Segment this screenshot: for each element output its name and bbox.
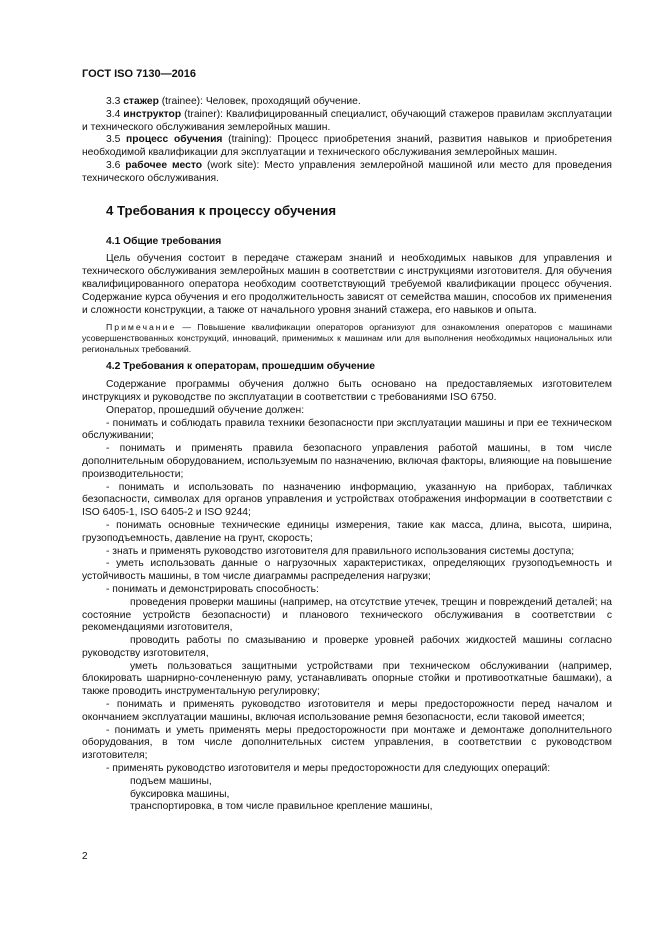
term-definition <box>82 134 612 160</box>
term-name: инструктор <box>123 108 182 120</box>
requirement-paragraph: Оператор, прошедший обучение должен: <box>106 404 305 416</box>
requirement-paragraph: проводить работы по смазыванию и проверке уровней рабочих жидкостей машины согласно руководству изготовителя, <box>82 635 612 659</box>
term-description: (trainee): Человек, проходящий обучение. <box>158 96 361 107</box>
term-number: 3.4 <box>106 108 121 120</box>
requirement-paragraph: - применять руководство изготовителя и меры предосторожности для следующих операций: <box>106 763 551 775</box>
note-text: — Повышение квалификации операторов организуют для ознакомления операторов с машинами усовершенствованных конструкций, инноваций, применимых к машинам или для выполнения необходимых национальных или региональных требований. <box>82 322 612 355</box>
operation-item: буксировка машины, <box>130 788 230 800</box>
operation-item: транспортировка, в том числе правильное крепление машины, <box>130 801 433 813</box>
requirement-paragraph: - уметь использовать данные о нагрузочных характеристиках, определяющих грузоподъемность и устойчивость машины, в том числе диаграммы распределения нагрузки; <box>82 558 612 583</box>
section-4-title: 4 Требования к процессу обучения <box>106 202 337 218</box>
term-description: (trainer): Квалифицированный специалист, обучающий стажеров правилам эксплуатации и технического обслуживания землеройных машин. <box>82 108 612 133</box>
note-paragraph <box>82 322 612 355</box>
term-definition <box>82 160 612 186</box>
requirement-paragraph: уметь пользоваться защитными устройствами при техническом обслуживании (например, блокировать шарнирно-сочлененную раму, устанавливать опорные стойки и противооткатные башмаки), а также проводить инструментальную регулировку; <box>82 660 612 698</box>
requirement-paragraph: - понимать и применять правила безопасного управления работой машины, в том числе дополнительным оборудованием, используемым по назначению, включая факторы, влияющие на повышение производительности; <box>82 443 612 480</box>
term-description: (training): Процесс приобретения знаний, развития навыков и приобретения необходимой квалификации для эксплуатации и технического обслуживания землеройных машин. <box>82 134 612 159</box>
requirement-paragraph: Содержание программы обучения должно быть основано на предоставляемых изготовителем инструкциях и руководстве по эксплуатации в соответствии с требованиями ISO 6750. <box>82 379 612 403</box>
requirement-paragraph: - понимать и соблюдать правила техники безопасности при эксплуатации машины и при ее техническом обслуживании; <box>82 417 612 442</box>
operations-list <box>82 776 612 814</box>
term-name: процесс обучения <box>126 134 223 146</box>
requirement-paragraph: - знать и применять руководство изготовителя для правильного использования системы доступа; <box>106 545 575 557</box>
term-definition <box>82 96 612 109</box>
requirement-paragraph: - понимать основные технические единицы измерения, такие как масса, длина, высота, ширина, грузоподъемность, давление на грунт, скорость; <box>82 519 612 544</box>
page-number: 2 <box>82 851 88 862</box>
section-4-1-title: 4.1 Общие требования <box>106 235 222 247</box>
terms-list <box>82 96 612 186</box>
document-header: ГОСТ ISO 7130—2016 <box>82 68 197 80</box>
term-description: (work site): Место управления землеройной машиной или место для проведения технического обслуживания. <box>82 159 612 184</box>
requirement-paragraph: - понимать и использовать по назначению информацию, указанную на приборах, табличках безопасности, символах для органов управления и устройствах отображения информации в соответствии с ISO 6405-1, ISO 6405-2 и ISO 9244; <box>82 481 612 519</box>
section-4-2-body <box>82 379 612 776</box>
requirement-paragraph: - понимать и применять руководство изготовителя и меры предосторожности перед началом и окончанием эксплуатации машины, включая использование ремня безопасности, если таковой имеется; <box>82 699 612 723</box>
operation-item: подъем машины, <box>130 775 212 787</box>
requirement-paragraph: - понимать и уметь применять меры предосторожности при монтаже и демонтаже дополнительного оборудования, в том числе дополнительных систем управления, в соответствии с руководством изготовителя; <box>82 724 612 762</box>
term-number: 3.5 <box>106 134 121 146</box>
requirement-paragraph: проведения проверки машины (например, на отсутствие утечек, трещин и повреждений деталей; на состояние устройств безопасности) и планового технического обслуживания в соответствии с рекомендациями изготовителя, <box>82 596 612 634</box>
term-definition <box>82 109 612 135</box>
term-number: 3.3 <box>106 96 121 107</box>
term-number: 3.6 <box>106 159 121 171</box>
note-label: Примечание <box>106 322 177 333</box>
term-name: рабочее место <box>125 159 203 171</box>
term-name: стажер <box>123 96 159 107</box>
section-4-2-title: 4.2 Требования к операторам, прошедшим обучение <box>106 361 376 373</box>
section-4-1-text: Цель обучения состоит в передаче стажерам знаний и необходимых навыков для управления и технического обслуживания землеройных машин в соответствии с инструкциями изготовителя. Для обучения квалифицированного оператора необходим соответствующий требуемой квалификации процесс обучения. Содержание курса обучения и его продолжительность зависят от семейства машин, способов их применения и сложности конструкции, а также от начального уровня знаний стажера, его навыков и опыта. <box>82 253 612 316</box>
requirement-paragraph: - понимать и демонстрировать способность: <box>106 583 319 595</box>
document-body <box>82 96 612 814</box>
